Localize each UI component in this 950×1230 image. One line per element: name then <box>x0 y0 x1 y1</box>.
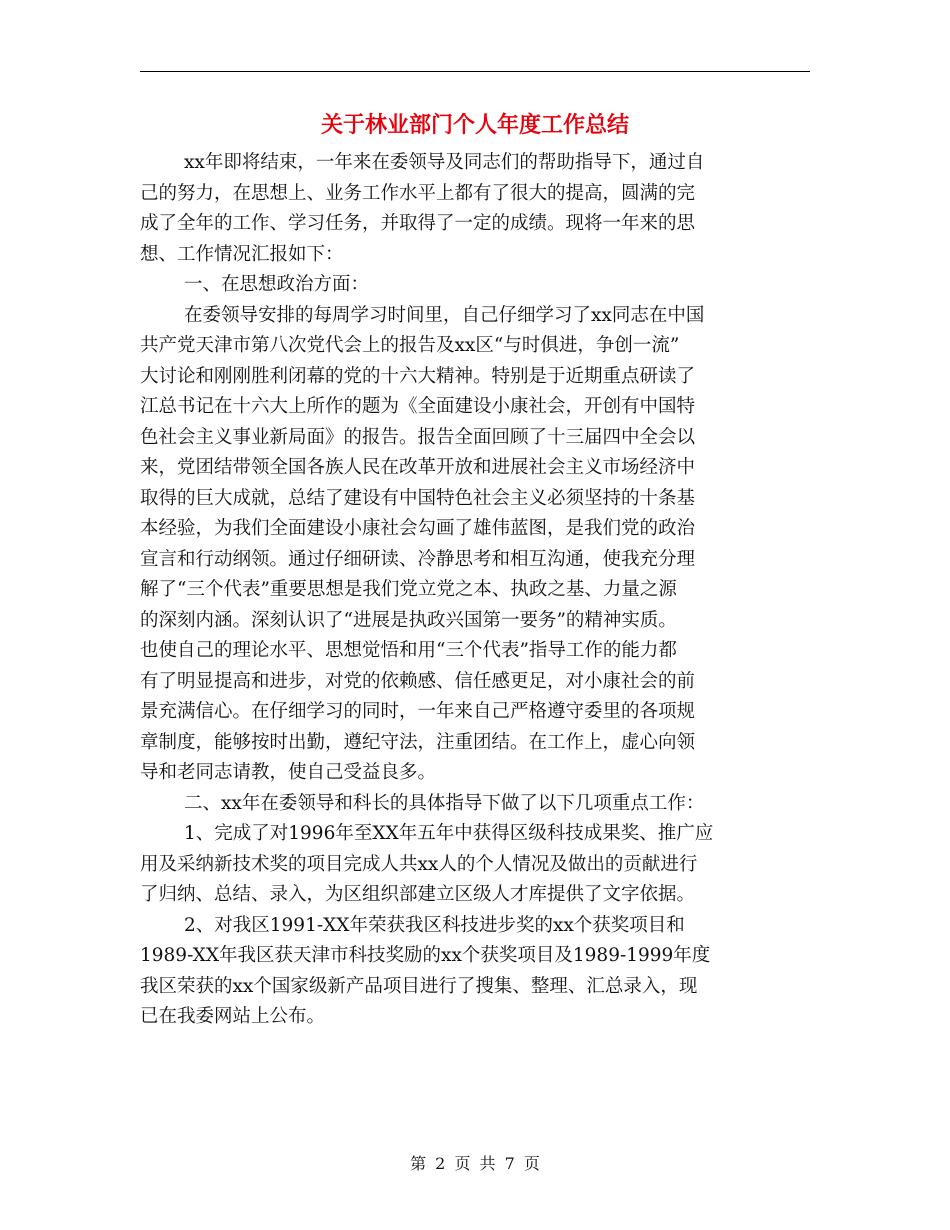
text-line: xx年即将结束，一年来在委领导及同志们的帮助指导下，通过自 <box>184 152 705 173</box>
text-line: 二、xx年在委领导和科长的具体指导下做了以下几项重点工作： <box>184 792 705 814</box>
text-line: 景充满信心。在仔细学习的同时，一年来自己严格遵守委里的各项规 <box>140 701 696 722</box>
text-line: 我区荣获的xx个国家级新产品项目进行了搜集、整理、汇总录入，现 <box>140 975 698 997</box>
text-line: 2、对我区1991-XX年荣获我区科技进步奖的xx个获奖项目和 <box>184 914 685 936</box>
text-line: 解了“三个代表”重要思想是我们党立党之本、执政之基、力量之源 <box>140 579 677 600</box>
text-line: 1989-XX年我区获天津市科技奖励的xx个获奖项目及1989-1999年度 <box>140 945 711 966</box>
text-line: 已在我委网站上公布。 <box>140 1006 326 1027</box>
text-line: 宣言和行动纲领。通过仔细研读、冷静思考和相互沟通，使我充分理 <box>140 548 696 570</box>
text-line: 来，党团结带领全国各族人民在改革开放和进展社会主义市场经济中 <box>140 457 696 478</box>
text-line: 成了全年的工作、学习任务，并取得了一定的成绩。现将一年来的思 <box>140 213 696 234</box>
text-line: 一、在思想政治方面： <box>184 274 370 295</box>
text-line: 1、完成了对1996年至XX年五年中获得区级科技成果奖、推广应 <box>184 823 714 844</box>
text-line: 用及采纳新技术奖的项目完成人共xx人的个人情况及做出的贡献进行 <box>140 853 698 875</box>
text-line: 了归纳、总结、录入，为区组织部建立区级人才库提供了文字依据。 <box>140 884 696 905</box>
text-line: 共产党天津市第八次党代会上的报告及xx区“与时俱进，争创一流” <box>140 335 680 356</box>
text-line: 取得的巨大成就，总结了建设有中国特色社会主义必须坚持的十条基 <box>140 487 696 509</box>
text-line: 有了明显提高和进步，对党的依赖感、信任感更足，对小康社会的前 <box>140 670 696 692</box>
text-line: 江总书记在十六大上所作的题为《全面建设小康社会，开创有中国特 <box>140 396 696 417</box>
text-line: 想、工作情况汇报如下： <box>140 243 344 265</box>
text-line: 己的努力，在思想上、业务工作水平上都有了很大的提高，圆满的完 <box>140 182 696 204</box>
document-title: 关于林业部门个人年度工作总结 <box>320 113 629 138</box>
header-rule <box>140 71 810 72</box>
text-line: 在委领导安排的每周学习时间里，自己仔细学习了xx同志在中国 <box>184 304 705 326</box>
text-line: 大讨论和刚刚胜利闭幕的党的十六大精神。特别是于近期重点研读了 <box>140 365 696 387</box>
text-line: 本经验，为我们全面建设小康社会勾画了雄伟蓝图，是我们党的政治 <box>140 518 696 539</box>
text-line: 导和老同志请教，使自己受益良多。 <box>140 762 437 783</box>
text-line: 章制度，能够按时出勤，遵纪守法，注重团结。在工作上，虚心向领 <box>140 731 696 753</box>
text-line: 也使自己的理论水平、思想觉悟和用“三个代表”指导工作的能力都 <box>140 640 677 661</box>
document-body <box>140 148 810 1033</box>
text-line: 色社会主义事业新局面》的报告。报告全面回顾了十三届四中全会以 <box>140 426 696 448</box>
text-line: 的深刻内涵。深刻认识了“进展是执政兴国第一要务”的精神实质。 <box>140 609 677 631</box>
page-number-footer: 第 2 页 共 7 页 <box>410 1154 540 1173</box>
